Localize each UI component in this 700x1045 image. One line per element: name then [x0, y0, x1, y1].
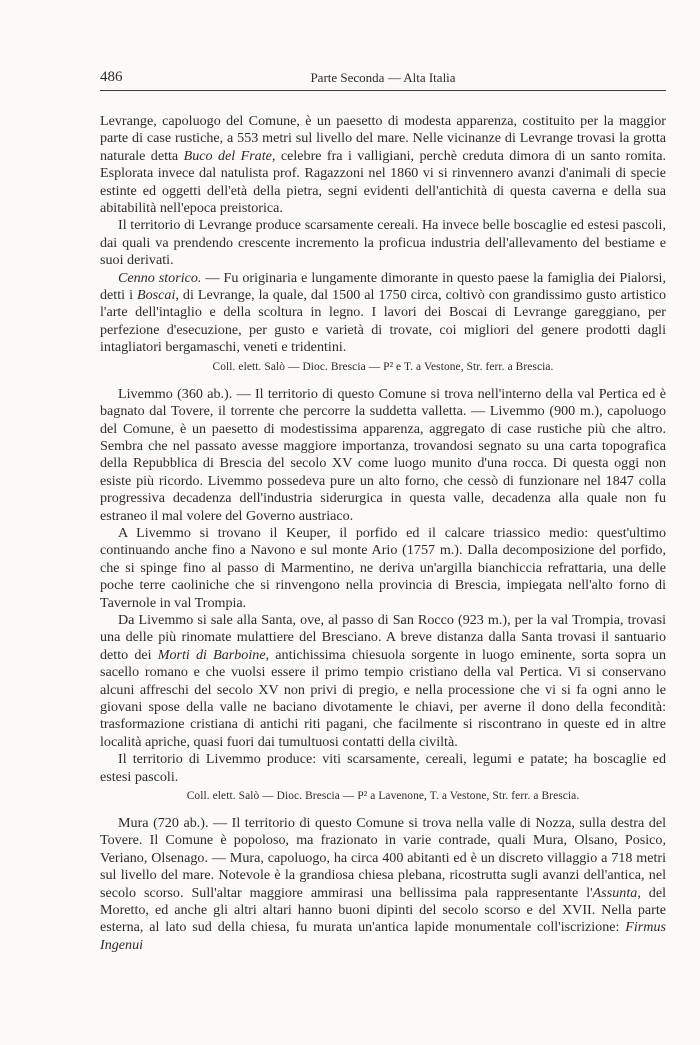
italic-text: Assunta [592, 884, 638, 901]
text-run: Da Livemmo si sale alla Santa, ove, al passo di San Rocco (923 m.), per la val Trompia, trovasi una delle più rinomate mulattiere del Bresciano. A breve distanza dalla Santa trovasi il santuario detto dei [100, 611, 666, 663]
body-paragraph [100, 217, 666, 269]
italic-text: Morti di Barboine [157, 646, 266, 663]
electoral-info-line: Coll. elett. Salò — Dioc. Brescia — P² e T. a Vestone, Str. ferr. a Brescia. [212, 360, 554, 373]
italic-text: Buco del Frate [183, 147, 272, 164]
electoral-info-line: Coll. elett. Salò — Dioc. Brescia — P² a Lavenone, T. a Vestone, Str. ferr. a Brescia. [186, 790, 580, 803]
body-paragraph [100, 525, 666, 612]
text-run: A Livemmo si trovano il Keuper, il porfido ed il calcare triassico medio: quest'ultimo continuando anche fino a Navono e sul monte Ario (1757 m.). Dalla decomposizione del porfido, che si spinge fino al passo di Marmentino, ne deriva un'argilla bianchiccia refrattaria, una delle poche terre caoliniche che si rinvengono nella provincia di Brescia, impiegata nell'alto forno di Tavernole in val Trompia. [100, 524, 666, 611]
page-number: 486 [100, 69, 123, 85]
body-paragraph [100, 815, 666, 954]
page-header [100, 66, 666, 91]
body-paragraph [100, 612, 666, 751]
text-run: Levrange, capoluogo del Comune, è un paesetto di modesta apparenza, costituito per la maggior parte di case rustiche, a 553 metri sul livello del mare. Nelle vicinanze di Levrange trovasi la grotta naturale detta [100, 113, 666, 164]
body-paragraph [100, 113, 666, 217]
italic-text: Boscai [137, 287, 176, 304]
text-run: , di Levrange, la quale, dal 1500 al 1750 circa, coltivò con grandissimo gusto artistico l'arte dell'intaglio e della scoltura in legno. I lavori dei Boscai di Levrange gareggiano, per perfezione d'esecuzione, per gusto e varietà di trovate, coi migliori del genere prodotti dagli intagliatori bergamaschi, veneti e tridentini. [100, 287, 666, 356]
page-body [100, 113, 666, 954]
text-run: — Fu originaria e lungamente dimorante in questo paese la famiglia dei Pialorsi, detti i [100, 269, 666, 304]
text-run: , antichissima chiesuola sorgente in luogo eminente, sorta sopra un sacello romano e che vuolsi essere il primo tempio cristiano della val Pertica. Vi si conservano alcuni affreschi del secolo XV non privi di pregio, e nella processione che vi si fa ogni anno le giovani spose della valle ne baciano divotamente le chiavi, per averne il dono della fecondità: trasformazione cristiana di antichi riti pagani, che facilmente si riscontrano in queste ed in altre località apriche, quasi fuori dai tumultuosi contatti della civiltà. [100, 646, 666, 750]
text-run: , celebre fra i valligiani, perchè creduta dimora di un santo romita. Esplorata invece dal natulista prof. Ragazzoni nel 1860 vi si rinvennero avanzi d'animali di specie estinte ed oggetti dell'età della pietra, segni evidenti dell'antichità di questa caverna e della sua abitabilità nell'epoca preistorica. [100, 147, 666, 217]
text-run: , del Moretto, ed anche gli altri altari hanno buoni dipinti del secolo scorso e del XVII. Nella parte esterna, al lato sud della chiesa, fu murata un'antica lapide monumentale coll'iscrizione: [100, 884, 667, 936]
italic-text: Cenno storico. [118, 269, 202, 286]
body-paragraph [100, 386, 666, 525]
text-run: Mura (720 ab.). — Il territorio di questo Comune si trova nella valle di Nozza, sulla destra del Tovere. Il Comune è popoloso, ma frazionato in varie contrade, quali Mura, Olsano, Posico, Veriano, Olsenago. — Mura, capoluogo, ha circa 400 abitanti ed è un discreto villaggio a 718 metri sul livello del mare. Notevole è la grandiosa chiesa plebana, ricostrutta sugli avanzi dell'antica, nel secolo scorso. Sull'altar maggiore ammirasi una bellissima pala rappresentante l' [100, 815, 666, 901]
running-head: Parte Seconda — Alta Italia [310, 70, 456, 85]
text-run: Livemmo (360 ab.). — Il territorio di questo Comune si trova nell'interno della val Pertica ed è bagnato dal Tovere, il torrente che percorre la suddetta valletta. — Livemmo (900 m.), capoluogo del Comune, è un paesetto di modestissima apparenza, aggregato di case rustiche più che altro. Sembra che nel passato avesse maggiore importanza, trovandosi segnato su una carta topografica della Repubblica di Brescia del secolo XV come luogo munito d'una rocca. Di questa oggi non esiste più ricordo. Livemmo possedeva pure un alto forno, che cessò di funzionare nel 1847 colla progressiva decadenza dell'industria siderurgica in questa valle, decadenza alla quale non fu estraneo il mal volere del Governo austriaco. [100, 385, 666, 524]
body-paragraph [100, 270, 666, 357]
text-run: Il territorio di Livemmo produce: viti scarsamente, cereali, legumi e patate; ha boscaglie ed estesi pascoli. [100, 751, 666, 785]
text-run: Il territorio di Levrange produce scarsamente cereali. Ha invece belle boscaglie ed estesi pascoli, dai quali va prendendo crescente incremento la proficua industria dell'allevamento del bestiame e suoi derivati. [100, 217, 666, 269]
body-paragraph [100, 751, 666, 786]
italic-text: Firmus Ingenui [100, 919, 666, 953]
